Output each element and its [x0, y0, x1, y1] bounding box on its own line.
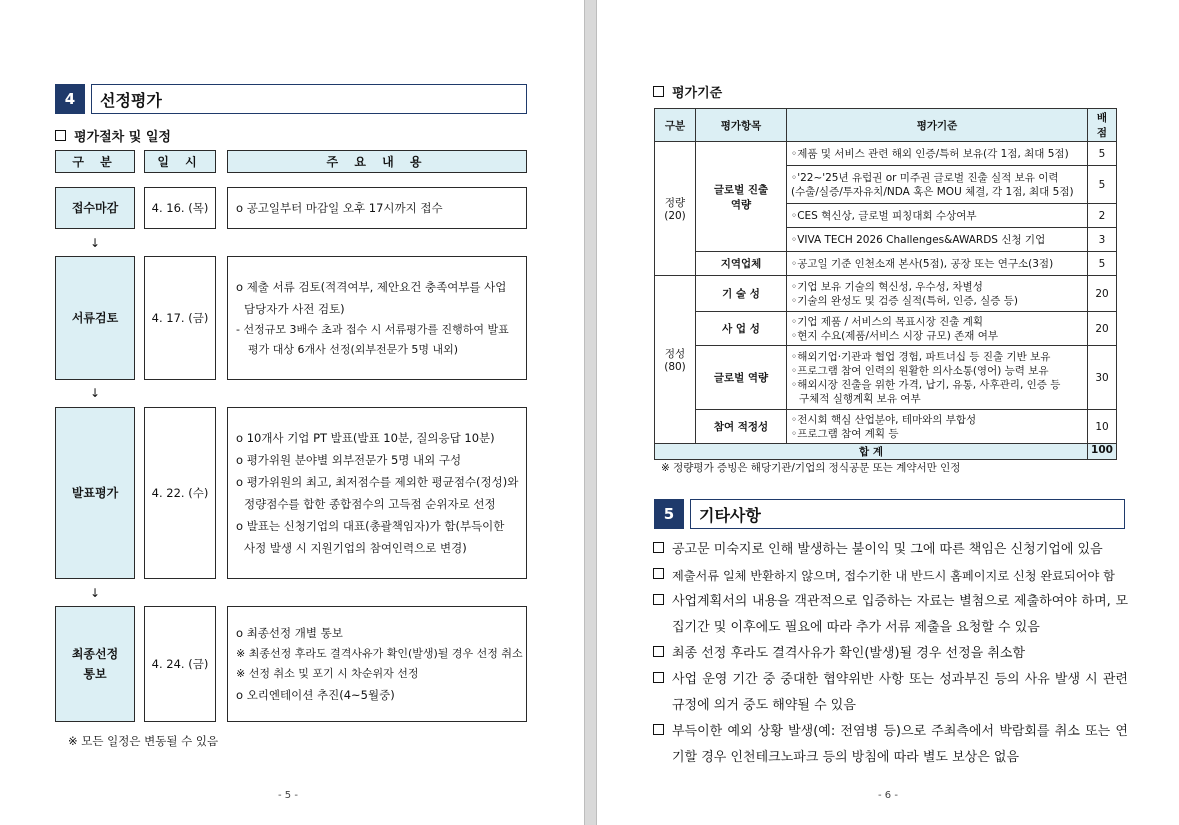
- page-number: - 6 -: [878, 790, 898, 801]
- section-title: 기타사항: [690, 499, 1125, 529]
- item-global-capability: 글로벌 역량: [696, 346, 787, 410]
- stage-date: 4. 24. (금): [144, 606, 216, 722]
- score-cell: 5: [1088, 142, 1117, 166]
- checkbox-square-icon: [55, 130, 66, 141]
- header-date: 일 시: [144, 150, 216, 173]
- list-item: 사업계획서의 내용을 객관적으로 입증하는 자료는 별첨으로 제출하여야 하며, 모집기간 및 이후에도 필요에 따라 추가 서류 제출을 요청할 수 있음: [653, 589, 1128, 641]
- stage-receipt-deadline: 접수마감: [55, 187, 135, 229]
- list-item: 최종 선정 후라도 결격사유가 확인(발생)될 경우 선정을 취소함: [653, 641, 1128, 667]
- criteria-cell: ◦제품 및 서비스 관련 해외 인증/특허 보유(각 1점, 최대 5점): [787, 142, 1088, 166]
- col-score: 배점: [1088, 109, 1117, 142]
- score-cell: 3: [1088, 228, 1117, 252]
- section-number: 5: [654, 499, 684, 529]
- flow-arrow-icon: ↓: [90, 236, 101, 250]
- section-header-5: [654, 499, 1125, 529]
- score-cell: 10: [1088, 410, 1117, 444]
- item-regional: 지역업체: [696, 252, 787, 276]
- list-item: 제출서류 일체 반환하지 않으며, 접수기한 내 반드시 홈페이지로 신청 완료되어야 함: [653, 563, 1128, 589]
- header-content: 주 요 내 용: [227, 150, 527, 173]
- checkbox-square-icon: [653, 672, 664, 683]
- schedule-note: ※ 모든 일정은 변동될 수 있음: [68, 734, 219, 748]
- score-cell: 20: [1088, 276, 1117, 312]
- header-stage: 구 분: [55, 150, 135, 173]
- category-quantitative: 정량 (20): [655, 142, 696, 276]
- score-cell: 2: [1088, 204, 1117, 228]
- score-cell: 20: [1088, 312, 1117, 346]
- criteria-cell: ◦CES 혁신상, 글로벌 피칭대회 수상여부: [787, 204, 1088, 228]
- list-item: 사업 운영 기간 중 중대한 협약위반 사항 또는 성과부진 등의 사유 발생 시 관련 규정에 의거 중도 해약될 수 있음: [653, 667, 1128, 719]
- score-cell: 30: [1088, 346, 1117, 410]
- stage-document-review: 서류검토: [55, 256, 135, 380]
- criteria-cell: ◦전시회 핵심 산업분야, 테마와의 부합성 ◦프로그램 참여 계획 등: [787, 410, 1088, 444]
- criteria-cell: ◦해외기업·기관과 협업 경험, 파트너십 등 진출 기반 보유 ◦프로그램 참여 인력의 원활한 의사소통(영어) 능력 보유 ◦해외시장 진출을 위한 가격, 납기, 유통, 사후관리, 인증 등 구체적 실행계획 보유 여부: [787, 346, 1088, 410]
- total-score: 100: [1087, 444, 1116, 459]
- total-label: 합 계: [859, 446, 883, 458]
- section-title: 선정평가: [91, 84, 527, 114]
- checkbox-square-icon: [653, 86, 664, 97]
- checkbox-square-icon: [653, 568, 664, 579]
- other-items-list: [653, 537, 1128, 771]
- stage-content: o 10개사 기업 PT 발표(발표 10분, 질의응답 10분) o 평가위원 분야별 외부전문가 5명 내외 구성 o 평가위원의 최고, 최저점수를 제외한 평균점수(정성)와 정량점수를 합한 종합점수의 고득점 순위자로 선정 o 발표는 신청기업의 대표(총괄책임자)가 함(부득이한 사정 발생 시 지원기업의 참여인력으로 변경): [227, 407, 527, 579]
- item-participation: 참여 적정성: [696, 410, 787, 444]
- stage-final-notification: 최종선정 통보: [55, 606, 135, 722]
- item-technology: 기 술 성: [696, 276, 787, 312]
- col-criteria: 평가기준: [787, 109, 1088, 142]
- category-qualitative: 정성 (80): [655, 276, 696, 444]
- checkbox-square-icon: [653, 724, 664, 735]
- col-category: 구분: [655, 109, 696, 142]
- criteria-cell: ◦VIVA TECH 2026 Challenges&AWARDS 신청 기업: [787, 228, 1088, 252]
- subheading-criteria: 평가기준: [653, 82, 722, 101]
- checkbox-square-icon: [653, 542, 664, 553]
- criteria-cell: ◦기업 보유 기술의 혁신성, 우수성, 차별성 ◦기술의 완성도 및 검증 실적(특허, 인증, 실증 등): [787, 276, 1088, 312]
- col-item: 평가항목: [696, 109, 787, 142]
- stage-content: o 제출 서류 검토(적격여부, 제안요건 충족여부를 사업 담당자가 사전 검토) - 선정규모 3배수 초과 접수 시 서류평가를 진행하여 발표 평가 대상 6개사 선정(외부전문가 5명 내외): [227, 256, 527, 380]
- stage-date: 4. 22. (수): [144, 407, 216, 579]
- stage-content: o 최종선정 개별 통보 ※ 최종선정 후라도 결격사유가 확인(발생)될 경우 선정 취소 ※ 선정 취소 및 포기 시 차순위자 선정 o 오리엔테이션 추진(4~5월중): [227, 606, 527, 722]
- score-cell: 5: [1088, 252, 1117, 276]
- flow-arrow-icon: ↓: [90, 586, 101, 600]
- stage-date: 4. 17. (금): [144, 256, 216, 380]
- evaluation-note: ※ 정량평가 증빙은 해당기관/기업의 정식공문 또는 계약서만 인정: [661, 462, 961, 474]
- evaluation-criteria-table: [654, 108, 1117, 460]
- stage-date: 4. 16. (목): [144, 187, 216, 229]
- checkbox-square-icon: [653, 646, 664, 657]
- subheading-procedure: 평가절차 및 일정: [55, 126, 171, 145]
- criteria-cell: ◦공고일 기준 인천소재 본사(5점), 공장 또는 연구소(3점): [787, 252, 1088, 276]
- criteria-cell: ◦'22~'25년 유럽권 or 미주권 글로벌 진출 실적 보유 이력 (수출/실증/투자유치/NDA 혹은 MOU 체결, 각 1점, 최대 5점): [787, 166, 1088, 204]
- checkbox-square-icon: [653, 594, 664, 605]
- item-business: 사 업 성: [696, 312, 787, 346]
- score-cell: 5: [1088, 166, 1117, 204]
- section-header-4: [55, 84, 527, 114]
- list-item: 부득이한 예외 상황 발생(예: 전염병 등)으로 주최측에서 박람회를 취소 또는 연기할 경우 인천테크노파크 등의 방침에 따라 별도 보상은 없음: [653, 719, 1128, 771]
- criteria-cell: ◦기업 제품 / 서비스의 목표시장 진출 계획 ◦현지 수요(제품/서비스 시장 규모) 존재 여부: [787, 312, 1088, 346]
- page-divider: [584, 0, 597, 825]
- item-global-expansion: 글로벌 진출 역량: [696, 142, 787, 252]
- page-number: - 5 -: [278, 790, 298, 801]
- list-item: 공고문 미숙지로 인해 발생하는 불이익 및 그에 따른 책임은 신청기업에 있음: [653, 537, 1128, 563]
- stage-presentation-evaluation: 발표평가: [55, 407, 135, 579]
- flow-arrow-icon: ↓: [90, 386, 101, 400]
- stage-content: o 공고일부터 마감일 오후 17시까지 접수: [227, 187, 527, 229]
- section-number: 4: [55, 84, 85, 114]
